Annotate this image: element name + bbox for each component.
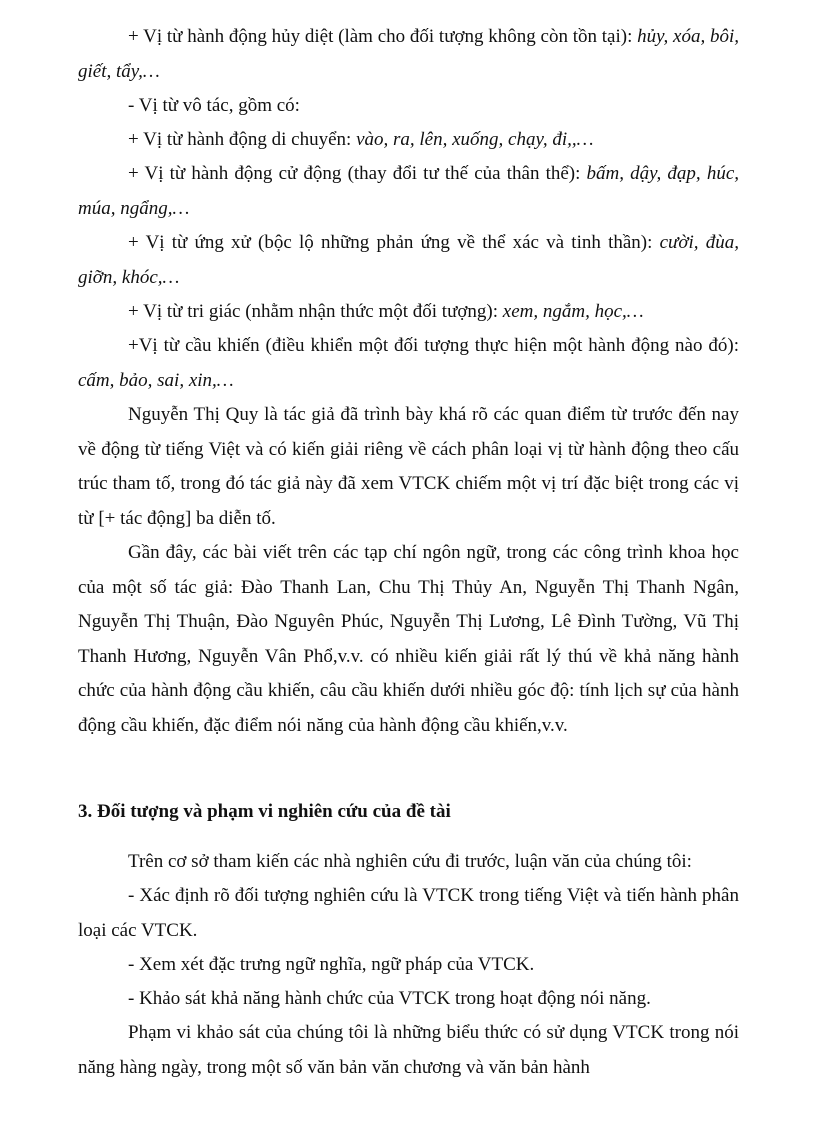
paragraph-examples: vào, ra, lên, xuống, chạy, đi,,…: [356, 129, 594, 150]
paragraph-text: + Vị từ hành động hủy diệt (làm cho đối tượng không còn tồn tại):: [128, 26, 638, 47]
paragraph-text: + Vị từ tri giác (nhằm nhận thức một đối tượng):: [128, 301, 503, 322]
paragraph-examples: cấm, bảo, sai, xin,…: [78, 369, 234, 391]
paragraph-objective-2: - Xem xét đặc trưng ngữ nghĩa, ngữ pháp của VTCK.: [128, 954, 535, 975]
paragraph-examples: xem, ngắm, học,…: [502, 301, 644, 322]
section-heading: 3. Đối tượng và phạm vi nghiên cứu của đề tài: [78, 801, 451, 822]
paragraph-perception-verbs: [78, 295, 739, 330]
paragraph-motion-verbs: [78, 123, 739, 158]
paragraph-text: Gần đây, các bài viết trên các tạp chí ngôn ngữ, trong các công trình khoa học của một số tác giả: Đào Thanh Lan, Chu Thị Thủy An, Nguyễn Thị Thanh Ngân, Nguyễn Thị Thuận, Đào Nguyên Phúc, Nguyễn Thị Lương, Lê Đình Tường, Vũ Thị Thanh Hương, Nguyễn Vân Phổ,v.v. có nhiều kiến giải rất lý thú về khả năng hành chức của hành động cầu khiến, câu cầu khiến dưới nhiều góc độ: tính lịch sự của hành động cầu khiến, đặc điểm nói năng của hành động cầu khiến,v.v.: [78, 542, 739, 736]
paragraph-movement-verbs: [78, 157, 739, 226]
paragraph-non-agentive: [78, 89, 739, 124]
paragraph-scope: Phạm vi khảo sát của chúng tôi là những biểu thức có sử dụng VTCK trong nói năng hàng ngày, trong một số văn bản văn chương và văn bản hành: [78, 1022, 739, 1078]
paragraph-behavior-verbs: [78, 226, 739, 295]
paragraph-examples: hủy, xóa, bôi, giết, tẩy,…: [78, 26, 739, 82]
paragraph-text: + Vị từ hành động cử động (thay đổi tư thế của thân thể):: [128, 163, 587, 184]
paragraph-destruction-verbs: [78, 20, 739, 89]
paragraph-examples: cười, đùa, giỡn, khóc,…: [78, 232, 740, 288]
paragraph-text: + Vị từ hành động di chuyển:: [128, 129, 357, 150]
paragraph-examples: bấm, dậy, đạp, húc, múa, ngẩng,…: [78, 163, 739, 219]
paragraph-nguyen-thi-quy: [78, 398, 739, 536]
paragraph-text: + Vị từ ứng xử (bộc lộ những phản ứng về thể xác và tinh thần):: [128, 232, 660, 253]
paragraph-section-intro: Trên cơ sở tham kiến các nhà nghiên cứu đi trước, luận văn của chúng tôi:: [128, 851, 692, 872]
paragraph-objective-1: - Xác định rõ đối tượng nghiên cứu là VTCK trong tiếng Việt và tiến hành phân loại các VTCK.: [78, 885, 739, 941]
paragraph-text: +Vị từ cầu khiến (điều khiển một đối tượng thực hiện một hành động nào đó):: [128, 335, 739, 356]
paragraph-text: Nguyễn Thị Quy là tác giả đã trình bày khá rõ các quan điểm từ trước đến nay về động từ tiếng Việt và có kiến giải riêng về cách phân loại vị từ hành động theo cấu trúc tham tố, trong đó tác giả này đã xem VTCK chiếm một vị trí đặc biệt trong các vị từ [+ tác động] ba diễn tố.: [78, 404, 739, 529]
paragraph-objective-3: - Khảo sát khả năng hành chức của VTCK trong hoạt động nói năng.: [128, 988, 651, 1009]
paragraph-text: - Vị từ vô tác, gồm có:: [128, 95, 300, 116]
paragraph-causative-verbs: [78, 329, 739, 398]
paragraph-recent-works: [78, 536, 739, 743]
